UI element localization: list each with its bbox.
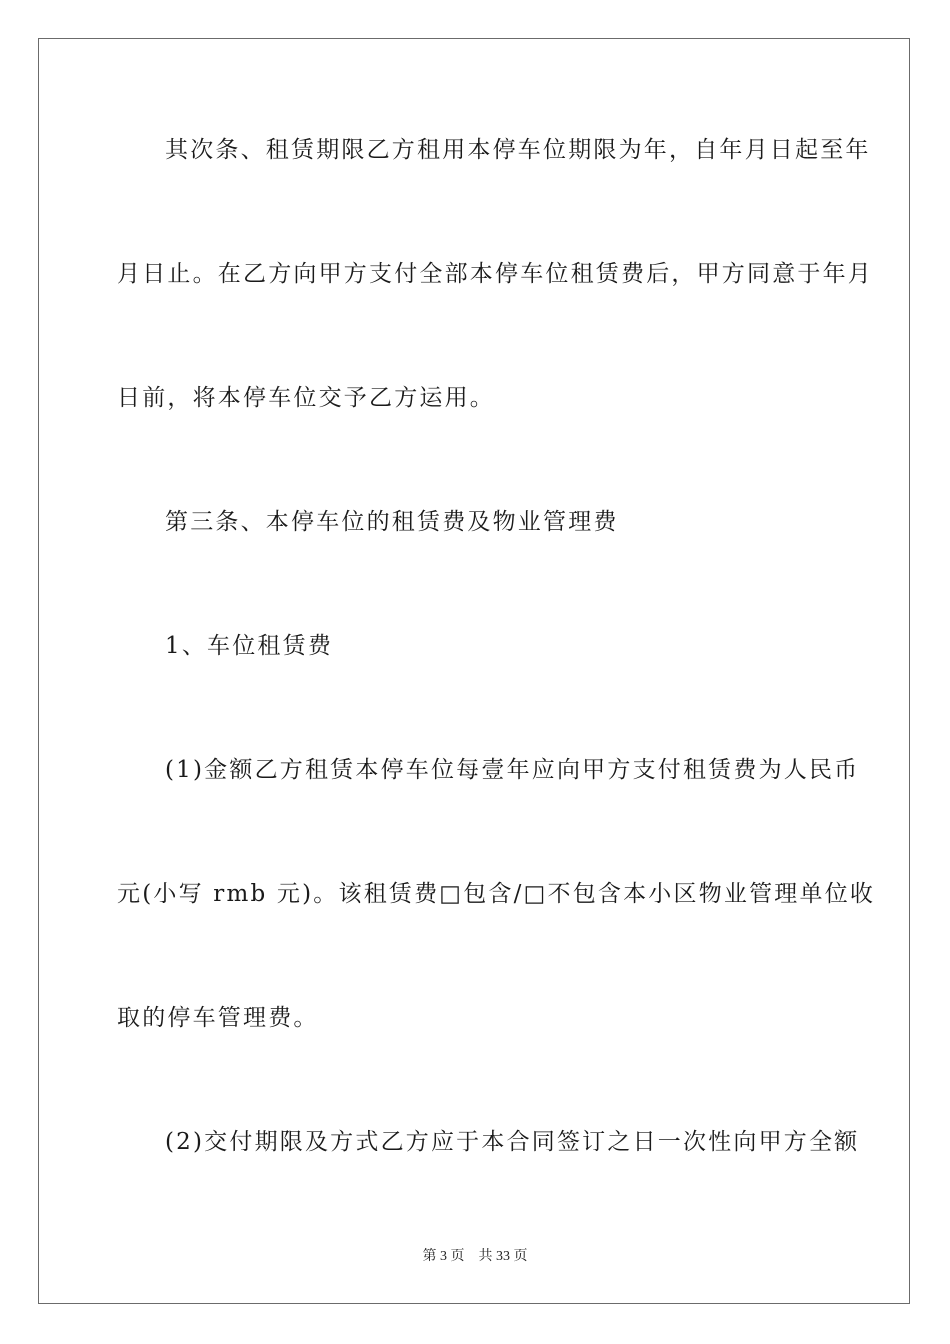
paragraph-line: (1)金额乙方租赁本停车位每壹年应向甲方支付租赁费为人民币	[165, 757, 860, 783]
paragraph-line: 日前，将本停车位交予乙方运用。	[117, 385, 495, 411]
page-footer	[0, 1245, 950, 1265]
paragraph-line: (2)交付期限及方式乙方应于本合同签订之日一次性向甲方全额	[165, 1129, 860, 1155]
paragraph-line: 其次条、租赁期限乙方租用本停车位期限为年，自年月日起至年	[165, 137, 871, 163]
paragraph-line: 元(小写 rmb 元)。该租赁费□包含/□不包含本小区物业管理单位收	[117, 881, 876, 907]
total-pages: 共 33 页	[478, 1249, 528, 1264]
page-number: 第 3 页	[422, 1249, 465, 1264]
page-border	[38, 38, 910, 1304]
paragraph-line: 取的停车管理费。	[117, 1005, 319, 1031]
subsection-heading: 1、车位租赁费	[165, 633, 334, 659]
section-heading: 第三条、本停车位的租赁费及物业管理费	[165, 509, 619, 535]
paragraph-line: 月日止。在乙方向甲方支付全部本停车位租赁费后，甲方同意于年月	[117, 261, 873, 287]
